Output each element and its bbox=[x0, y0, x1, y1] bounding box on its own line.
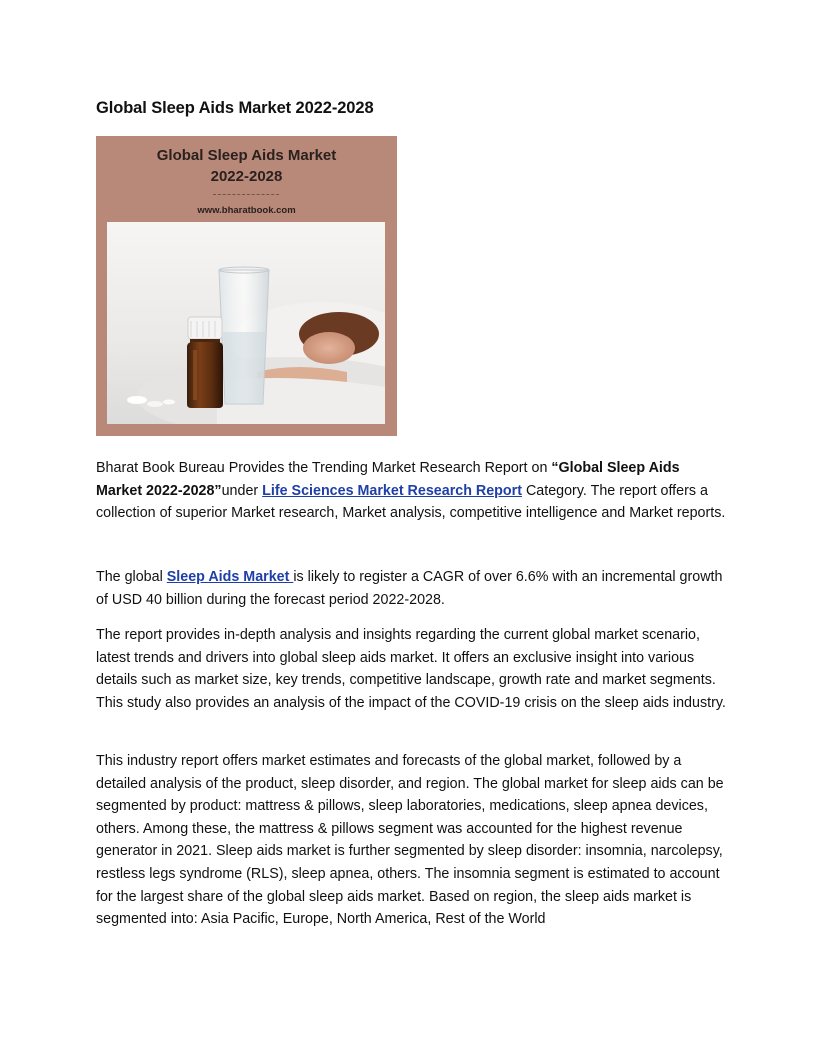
paragraph-segmentation: This industry report offers market estimates and forecasts of the global market, followed by a detailed analysis of the product, sleep disorder, and region. The global market for sleep aids can be segmented by product: mattress & pillows, sleep laboratories, medications, sleep apnea devices, others. Among these, the mattress & pillows segment was accounted for the highest revenue generator in 2021. Sleep aids market is further segmented by sleep disorder: insomnia, narcolepsy, restless legs syndrome (RLS), sleep apnea, others. The insomnia segment is estimated to account for the largest share of the global sleep aids market. Based on region, the sleep aids market is segmented into: Asia Pacific, Europe, North America, Rest of the World bbox=[96, 753, 724, 928]
cover-image bbox=[96, 136, 397, 436]
cover-title-line2: 2022-2028 bbox=[210, 168, 283, 185]
page-title: Global Sleep Aids Market 2022-2028 bbox=[96, 99, 374, 117]
under-text: under bbox=[221, 482, 263, 499]
cover-divider bbox=[213, 194, 279, 195]
report-name: “Global Sleep Aids Market 2022-2028” bbox=[96, 460, 680, 499]
cover-title bbox=[96, 145, 397, 187]
sleep-aids-market-link[interactable]: Sleep Aids Market bbox=[166, 569, 294, 585]
intro-text: Bharat Book Bureau Provides the Trending Market Research Report on bbox=[96, 460, 552, 476]
paragraph-cagr bbox=[96, 566, 726, 611]
sleeping-woman-photo-icon bbox=[107, 222, 385, 424]
paragraph-overview: The report provides in-depth analysis and insights regarding the current global market scenario, latest trends and drivers into global sleep aids market. It offers an exclusive insight into various details such as market size, key trends, competitive landscape, growth rate and market segments. This study also provides an analysis of the impact of the COVID-19 crisis on the sleep aids industry. bbox=[96, 627, 726, 711]
cover-url: www.bharatbook.com bbox=[197, 205, 296, 216]
intro-rest-text: Category. The report offers a collection of superior Market research, Market analysis, competitive intelligence and Market reports. bbox=[96, 482, 726, 522]
cover-photo bbox=[107, 222, 385, 424]
paragraph-intro bbox=[96, 457, 726, 525]
cagr-after-text: is likely to register a CAGR of over 6.6% with an incremental growth of USD 40 billion during the forecast period 2022-2028. bbox=[96, 569, 723, 608]
category-link[interactable]: Life Sciences Market Research Report bbox=[262, 482, 522, 499]
cover-title-line1: Global Sleep Aids Market bbox=[156, 147, 337, 164]
cagr-before-text: The global bbox=[96, 569, 167, 585]
